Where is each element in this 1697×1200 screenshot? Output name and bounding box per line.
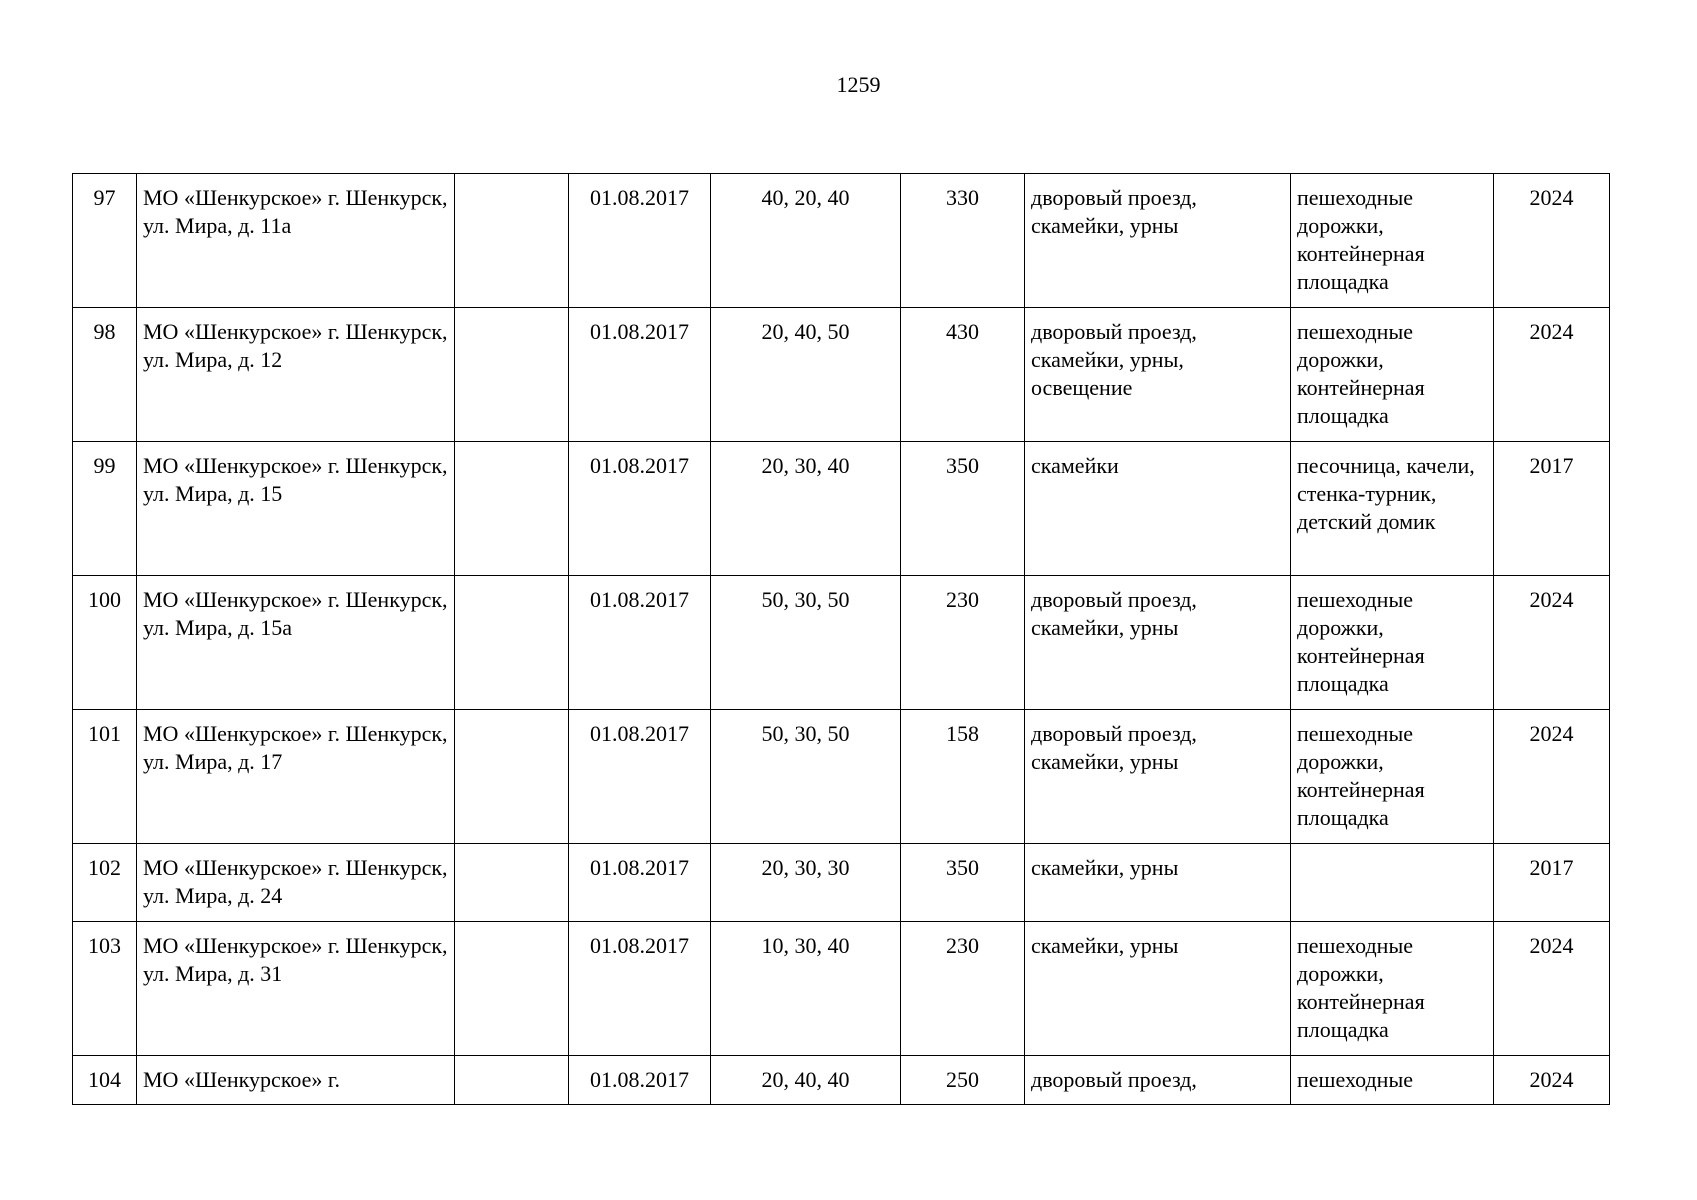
page-number: 1259: [836, 72, 881, 97]
address-cell: МО «Шенкурское» г. Шенкурск, ул. Мира, д. 15: [137, 442, 455, 576]
year-cell: 2017: [1494, 844, 1610, 922]
percentages-cell: 40, 20, 40: [711, 174, 901, 308]
additional-works-cell: [1291, 844, 1494, 922]
address-cell: МО «Шенкурское» г. Шенкурск, ул. Мира, д. 12: [137, 308, 455, 442]
date-cell: 01.08.2017: [569, 922, 711, 1056]
empty-cell: [455, 922, 569, 1056]
area-cell: 158: [901, 710, 1025, 844]
row-number-cell: 98: [73, 308, 137, 442]
date-cell: 01.08.2017: [569, 576, 711, 710]
area-cell: 330: [901, 174, 1025, 308]
works-cell: дворовый проезд, скамейки, урны: [1025, 710, 1291, 844]
row-number-cell: 103: [73, 922, 137, 1056]
additional-works-cell: пешеходные дорожки, контейнерная площадка: [1291, 576, 1494, 710]
empty-cell: [455, 174, 569, 308]
works-cell: скамейки: [1025, 442, 1291, 576]
works-cell: дворовый проезд,: [1025, 1056, 1291, 1105]
works-cell: дворовый проезд, скамейки, урны: [1025, 576, 1291, 710]
works-cell: дворовый проезд, скамейки, урны, освещение: [1025, 308, 1291, 442]
row-number-cell: 100: [73, 576, 137, 710]
year-cell: 2024: [1494, 922, 1610, 1056]
date-cell: 01.08.2017: [569, 844, 711, 922]
year-cell: 2024: [1494, 308, 1610, 442]
row-number-cell: 101: [73, 710, 137, 844]
address-cell: МО «Шенкурское» г. Шенкурск, ул. Мира, д. 31: [137, 922, 455, 1056]
table-row: [73, 844, 1610, 922]
works-cell: скамейки, урны: [1025, 922, 1291, 1056]
empty-cell: [455, 308, 569, 442]
year-cell: 2017: [1494, 442, 1610, 576]
date-cell: 01.08.2017: [569, 308, 711, 442]
table-row: [73, 308, 1610, 442]
additional-works-cell: песочница, качели, стенка-турник, детский домик: [1291, 442, 1494, 576]
date-cell: 01.08.2017: [569, 1056, 711, 1105]
percentages-cell: 20, 40, 40: [711, 1056, 901, 1105]
empty-cell: [455, 1056, 569, 1105]
area-cell: 230: [901, 576, 1025, 710]
table-row: [73, 922, 1610, 1056]
year-cell: 2024: [1494, 710, 1610, 844]
area-cell: 230: [901, 922, 1025, 1056]
date-cell: 01.08.2017: [569, 442, 711, 576]
empty-cell: [455, 844, 569, 922]
table-row: [73, 576, 1610, 710]
table-row: [73, 442, 1610, 576]
percentages-cell: 50, 30, 50: [711, 710, 901, 844]
empty-cell: [455, 710, 569, 844]
percentages-cell: 50, 30, 50: [711, 576, 901, 710]
additional-works-cell: пешеходные: [1291, 1056, 1494, 1105]
percentages-cell: 10, 30, 40: [711, 922, 901, 1056]
date-cell: 01.08.2017: [569, 710, 711, 844]
row-number-cell: 97: [73, 174, 137, 308]
row-number-cell: 102: [73, 844, 137, 922]
additional-works-cell: пешеходные дорожки, контейнерная площадка: [1291, 174, 1494, 308]
date-cell: 01.08.2017: [569, 174, 711, 308]
percentages-cell: 20, 30, 40: [711, 442, 901, 576]
table-row: [73, 1056, 1610, 1105]
address-cell: МО «Шенкурское» г.: [137, 1056, 455, 1105]
year-cell: 2024: [1494, 576, 1610, 710]
empty-cell: [455, 576, 569, 710]
percentages-cell: 20, 30, 30: [711, 844, 901, 922]
year-cell: 2024: [1494, 1056, 1610, 1105]
year-cell: 2024: [1494, 174, 1610, 308]
area-cell: 350: [901, 844, 1025, 922]
area-cell: 430: [901, 308, 1025, 442]
area-cell: 350: [901, 442, 1025, 576]
row-number-cell: 104: [73, 1056, 137, 1105]
courtyard-register-table: [72, 173, 1610, 1105]
empty-cell: [455, 442, 569, 576]
address-cell: МО «Шенкурское» г. Шенкурск, ул. Мира, д. 15а: [137, 576, 455, 710]
additional-works-cell: пешеходные дорожки, контейнерная площадка: [1291, 710, 1494, 844]
table-body: [73, 174, 1610, 1105]
address-cell: МО «Шенкурское» г. Шенкурск, ул. Мира, д. 17: [137, 710, 455, 844]
table-row: [73, 710, 1610, 844]
address-cell: МО «Шенкурское» г. Шенкурск, ул. Мира, д. 11а: [137, 174, 455, 308]
percentages-cell: 20, 40, 50: [711, 308, 901, 442]
additional-works-cell: пешеходные дорожки, контейнерная площадка: [1291, 308, 1494, 442]
works-cell: скамейки, урны: [1025, 844, 1291, 922]
table-row: [73, 174, 1610, 308]
row-number-cell: 99: [73, 442, 137, 576]
works-cell: дворовый проезд, скамейки, урны: [1025, 174, 1291, 308]
address-cell: МО «Шенкурское» г. Шенкурск, ул. Мира, д. 24: [137, 844, 455, 922]
additional-works-cell: пешеходные дорожки, контейнерная площадка: [1291, 922, 1494, 1056]
area-cell: 250: [901, 1056, 1025, 1105]
